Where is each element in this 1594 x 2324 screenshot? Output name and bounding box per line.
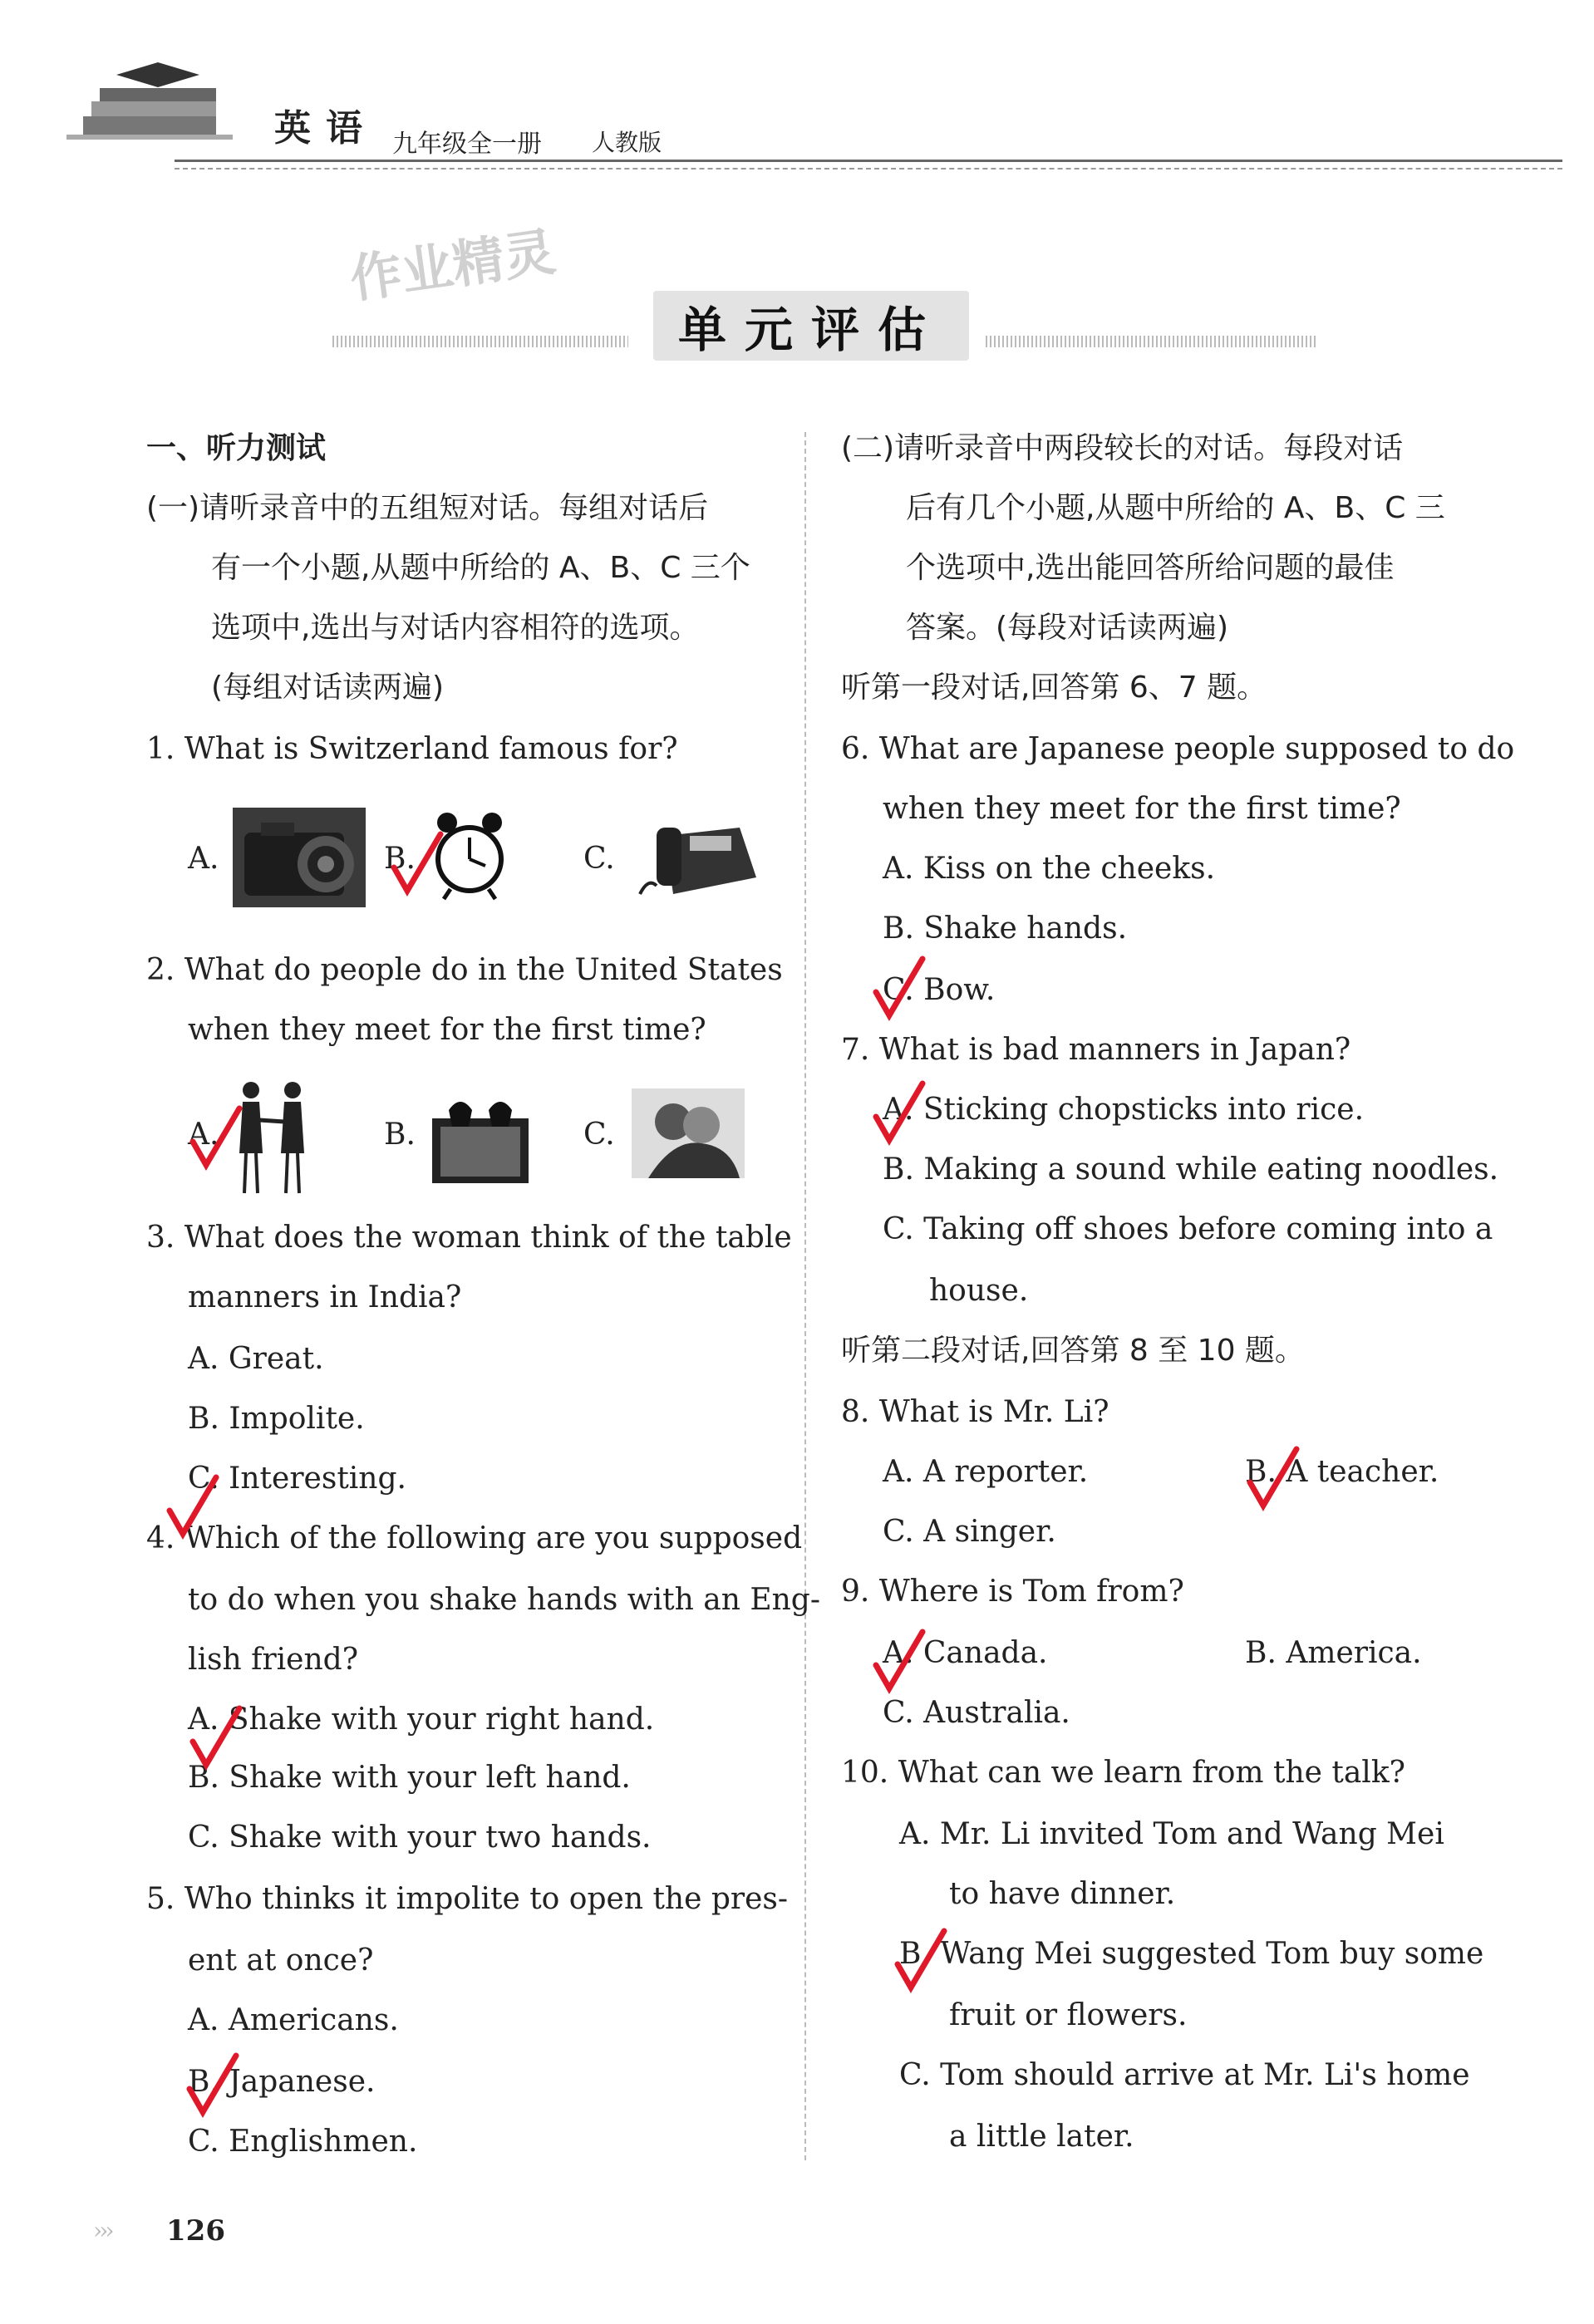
right-text-line: B. America. [1245,1636,1422,1670]
right-text-line: B. Making a sound while eating noodles. [883,1152,1499,1187]
check-mark-icon [873,1080,926,1147]
check-mark-icon [189,1705,243,1771]
part1-title: 一、听力测试 [146,431,327,465]
left-text-line: lish friend? [188,1643,359,1677]
left-text-line: B. [384,842,416,876]
check-mark-icon [391,831,444,897]
check-mark-icon [873,956,926,1022]
telephone-image [632,811,765,904]
left-text-line: (一)请听录音中的五组短对话。每组对话后 [146,491,709,525]
right-text-line: A. Mr. Li invited Tom and Wang Mei [899,1817,1444,1851]
right-text-line: A. Canada. [883,1636,1048,1670]
bowing-image [432,1085,529,1183]
left-text-line: 选项中,选出与对话内容相符的选项。 [211,611,700,645]
section-title: 单元评估 [653,291,969,361]
right-text-line: C. A singer. [883,1515,1056,1549]
arrows-decoration: ››› [93,2217,111,2244]
left-text-line: A. Great. [188,1342,324,1376]
right-text-line: 7. What is bad manners in Japan? [841,1033,1351,1067]
right-text-line: C. Bow. [883,973,996,1007]
right-text-line: 后有几个小题,从题中所给的 A、B、C 三 [906,491,1445,525]
right-text-line: C. Taking off shoes before coming into a [883,1212,1493,1246]
left-text-line: manners in India? [188,1280,462,1314]
right-text-line: C. Tom should arrive at Mr. Li's home [899,2058,1470,2092]
books-stack-icon [66,58,233,158]
left-text-line: C. Englishmen. [188,2125,418,2159]
page-number: 126 [166,2214,225,2248]
watermark: 作业精灵 [346,221,559,310]
check-mark-icon [186,2052,239,2119]
right-text-line: to have dinner. [949,1877,1176,1911]
right-text-line: B. Wang Mei suggested Tom buy some [899,1937,1484,1971]
right-text-line: B. A teacher. [1245,1455,1439,1489]
left-text-line: C. Shake with your two hands. [188,1820,652,1855]
banner-rule-left [332,336,628,347]
right-text-line: a little later. [949,2120,1134,2154]
edition-label: 人教版 [592,129,662,156]
subject-title: 英语 [274,107,377,150]
hugging-image [632,1088,745,1178]
left-text-line: C. Interesting. [188,1462,406,1496]
right-text-line: 听第二段对话,回答第 8 至 10 题。 [841,1334,1305,1368]
header-dash-rule [175,168,1562,170]
left-text-line: B. Impolite. [188,1402,365,1436]
right-text-line: fruit or flowers. [949,1998,1188,2032]
column-divider [804,432,806,2160]
check-mark-icon [1247,1446,1300,1512]
banner-rule-right [986,336,1318,347]
camera-image [233,808,366,907]
left-text-line: B. [384,1118,416,1152]
right-text-line: B. Shake hands. [883,911,1128,946]
left-text-line: 5. Who thinks it impolite to open the pres- [146,1882,789,1916]
left-text-line: 3. What does the woman think of the table [146,1221,792,1255]
grade-label: 九年级全一册 [392,130,542,159]
left-text-line: 1. What is Switzerland famous for? [146,732,678,766]
check-mark-icon [894,1928,947,1994]
left-text-line: B. Shake with your left hand. [188,1761,631,1795]
left-text-line: (每组对话读两遍) [211,671,445,705]
left-text-line: A. Shake with your right hand. [188,1702,655,1737]
left-text-line: A. [188,1118,219,1152]
right-text-line: A. A reporter. [883,1455,1089,1489]
right-text-line: 6. What are Japanese people supposed to do [841,732,1515,766]
left-text-line: A. Americans. [188,2003,399,2037]
right-text-line: A. Kiss on the cheeks. [883,852,1216,886]
right-text-line: 个选项中,选出能回答所给问题的最佳 [906,551,1395,585]
right-text-line: A. Sticking chopsticks into rice. [883,1093,1365,1127]
check-mark-icon [189,1105,243,1172]
left-text-line: C. [583,842,615,876]
left-text-line: ent at once? [188,1943,374,1978]
header-rule [175,160,1562,162]
right-text-line: house. [929,1274,1029,1308]
right-text-line: 10. What can we learn from the talk? [841,1756,1405,1790]
left-text-line: 2. What do people do in the United States [146,953,783,987]
right-text-line: 听第一段对话,回答第 6、7 题。 [841,671,1267,705]
right-text-line: 答案。(每段对话读两遍) [906,611,1229,645]
left-text-line: C. [583,1118,615,1152]
right-text-line: (二)请听录音中两段较长的对话。每段对话 [841,431,1404,465]
left-text-line: 有一个小题,从题中所给的 A、B、C 三个 [211,551,750,585]
right-text-line: 9. Where is Tom from? [841,1575,1184,1609]
check-mark-icon [166,1474,219,1540]
left-text-line: A. [188,842,219,876]
right-text-line: C. Australia. [883,1696,1070,1730]
left-text-line: when they meet for the first time? [188,1013,706,1047]
right-text-line: 8. What is Mr. Li? [841,1395,1109,1429]
left-text-line: B. Japanese. [188,2065,376,2099]
check-mark-icon [873,1629,926,1695]
left-text-line: to do when you shake hands with an Eng- [188,1583,820,1617]
right-text-line: when they meet for the first time? [883,792,1401,826]
left-text-line: 4. Which of the following are you supposed [146,1521,803,1555]
